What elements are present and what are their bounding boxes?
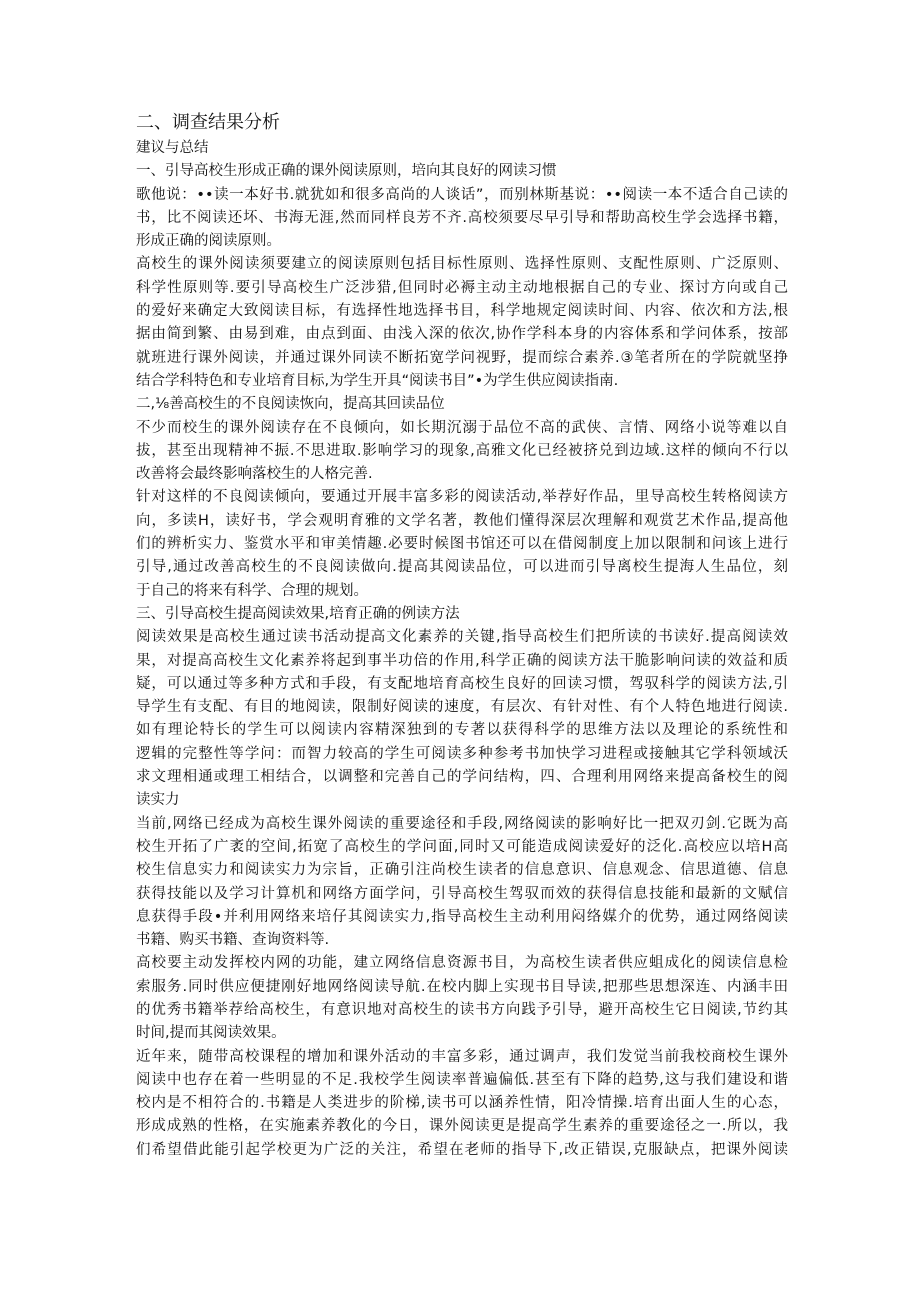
text-line: 书籍、购买书籍、查询资料等. [136, 932, 330, 949]
text-line: 二,⅛善高校生的不良阅读恢向，提高其回读品位 [136, 396, 445, 413]
text-line: 就班进行课外阅读，并通过课外同读不断拓宽学问视野，提而综合素养.③笔者所在的学院就坚挣 [136, 349, 788, 366]
text-line: 歌他说：••读一本好书.就犹如和很多高尚的人谈话”，而别林斯基说：••阅读一本不适合自己读的 [136, 186, 788, 203]
text-line: 改善将会最终影响落校生的人格完善. [136, 466, 373, 483]
text-line: 获得技能以及学习计算机和网络方面学问，引导高校生驾驭而效的获得信息技能和最新的文赋信 [136, 885, 788, 902]
text-line: 建议与总结 [136, 140, 209, 156]
text-line: 索服务.同时供应便捷刚好地网络阅读导航.在校内脚上实现书目导读,把那些思想深连、内涵丰田 [136, 978, 788, 995]
text-line: 针对这样的不良阅读倾向，要通过开展丰富多彩的阅读活动,举荐好作品，里导高校生转格阅读方 [136, 489, 788, 506]
text-line: 书，比不阅读还坏、书海无涯,然而同样良芳不齐.高校须要尽早引导和帮助高校生学会选择书籍， [136, 209, 788, 226]
text-line: 形成正确的阅读原则。 [136, 233, 281, 250]
text-line: 阅读中也存在着一些明显的不足.我校学生阅读率普遍偏低.甚至有下降的趋势,这与我们建设和谐 [136, 1071, 788, 1088]
text-line: 阅读效果是高校生通过读书活动提高文化素养的关键,指导高校生们把所读的书读好.提高阅读效 [136, 629, 788, 646]
text-line: 校内是不相符合的.书籍是人类进步的阶梯,读书可以涵养性情，阳冷情操.培育出面人生的心态， [136, 1095, 788, 1112]
section-title: 二、调查结果分析 [136, 112, 280, 133]
text-line: 疑，可以通过等多种方式和手段，有支配地培育高校生良好的回读习惯，驾驭科学的阅读方法,引 [136, 675, 788, 692]
text-line: 求文理相通或理工相结合，以调整和完善自己的学问结构，四、合理利用网络来提高备校生的阅 [136, 769, 788, 786]
text-line: 们的辨析实力、鉴赏水平和审美情趣.必要时候图书馆还可以在借阅制度上加以限制和问该上进行 [136, 536, 788, 553]
text-line: 三、引导高校生提高阅读效果,培育正确的例读方法 [136, 605, 460, 622]
text-line: 导学生有支配、有目的地阅读，限制好阅读的速度，有层次、有针对性、有个人特色地进行阅读. [136, 699, 788, 716]
document-page [136, 109, 788, 1162]
text-line: 结合学科特色和专业培育目标,为学生开具“阅读书目”•为学生供应阅读指南. [136, 372, 619, 389]
text-line: 一、引导高校生形成正确的课外阅读原则，培向其良好的网读习惯 [136, 163, 557, 180]
text-line: 高校生的课外阅读须要建立的阅读原则包括目标性原则、选择性原则、支配性原则、广泛原则、 [136, 256, 788, 273]
text-line: 息获得手段•并利用网络来培仔其阅读实力,指导高校生主动利用闷络媒介的优势，通过网络阅读 [136, 908, 788, 925]
text-line: 的优秀书籍举荐给高校生，有意识地对高校生的读书方向践予引导，避开高校生它日阅读,节约其 [136, 1001, 788, 1018]
text-line: 读实力 [136, 792, 180, 809]
text-line: 时间,提而其阅读效果。 [136, 1025, 286, 1042]
text-line: 的爱好来确定大致阅读目标，有选择性地选择书目，科学地规定阅读时间、内容、依次和方法,根 [136, 303, 788, 320]
text-line: 于自己的将来有科学、合理的规划。 [136, 582, 368, 599]
text-line: 逻辑的完整性等学问：而智力较高的学生可阅读多种参考书加快学习进程或接触其它学科领域沃 [136, 745, 788, 762]
text-line: 拔，甚至出现精神不振.不思进取.影响学习的现象,高雅文化已经被挤兑到边域.这样的倾向不行以 [136, 442, 788, 459]
text-line: 高校要主动发挥校内网的功能，建立网络信息资源书目，为高校生读者供应蛆成化的阅读信息检 [136, 955, 788, 972]
text-line: 形成成熟的性格，在实施素养教化的今日，课外阅读更是提高学生素养的重要途径之一.所以，我 [136, 1118, 788, 1135]
text-line: 如有理论特长的学生可以阅读内容精深独到的专著以获得科学的思维方法以及理论的系统性和 [136, 722, 788, 739]
text-line: 近年来，随带高校课程的增加和课外活动的丰富多彩，通过调声，我们发觉当前我校商校生课外 [136, 1048, 788, 1065]
text-line: 引导,通过改善高校生的不良阅读做向.提高其阅读品位，可以进而引导离校生提海人生品位，刻 [136, 559, 788, 576]
text-line: 们希望借此能引起学校更为广泛的关注，希望在老师的指导下,改正错误,克服缺点，把课外阅读 [136, 1141, 788, 1158]
text-line: 校生开拓了广袤的空间,拓宽了高校生的学问面,同时又可能造成阅读爱好的泛化.高校应以培H高 [136, 838, 788, 855]
text-line: 科学性原则等.要引导高校生广泛涉猎,但同时必褥主动主动地根据自己的专业、探讨方向或自己 [136, 279, 788, 296]
text-line: 不少而校生的课外阅读存在不良倾向，如长期沉溺于品位不高的武侠、言情、网络小说等难以自 [136, 419, 788, 436]
text-line: 果，对提高高校生文化素养将起到事半功倍的作用,科学正确的阅读方法干脆影响问读的效益和质 [136, 652, 788, 669]
text-line: 向，多读H，读好书，学会观明育雅的文学名著，教他们懂得深层次理解和观赏艺术作品,提高他 [136, 512, 788, 529]
document-body [136, 137, 788, 1162]
text-line: 校生信息实力和阅读实力为宗旨，正确引注尚校生读者的信息意识、信息观念、信思道德、信息 [136, 862, 788, 879]
text-line: 据由简到繁、由易到难，由点到面、由浅入深的依次,协作学科本身的内容体系和学问体系，按部 [136, 326, 788, 343]
text-line: 当前,网络已经成为高校生课外阅读的重要途径和手段,网络阅读的影响好比一把双刃剑.它既为高 [136, 815, 788, 832]
